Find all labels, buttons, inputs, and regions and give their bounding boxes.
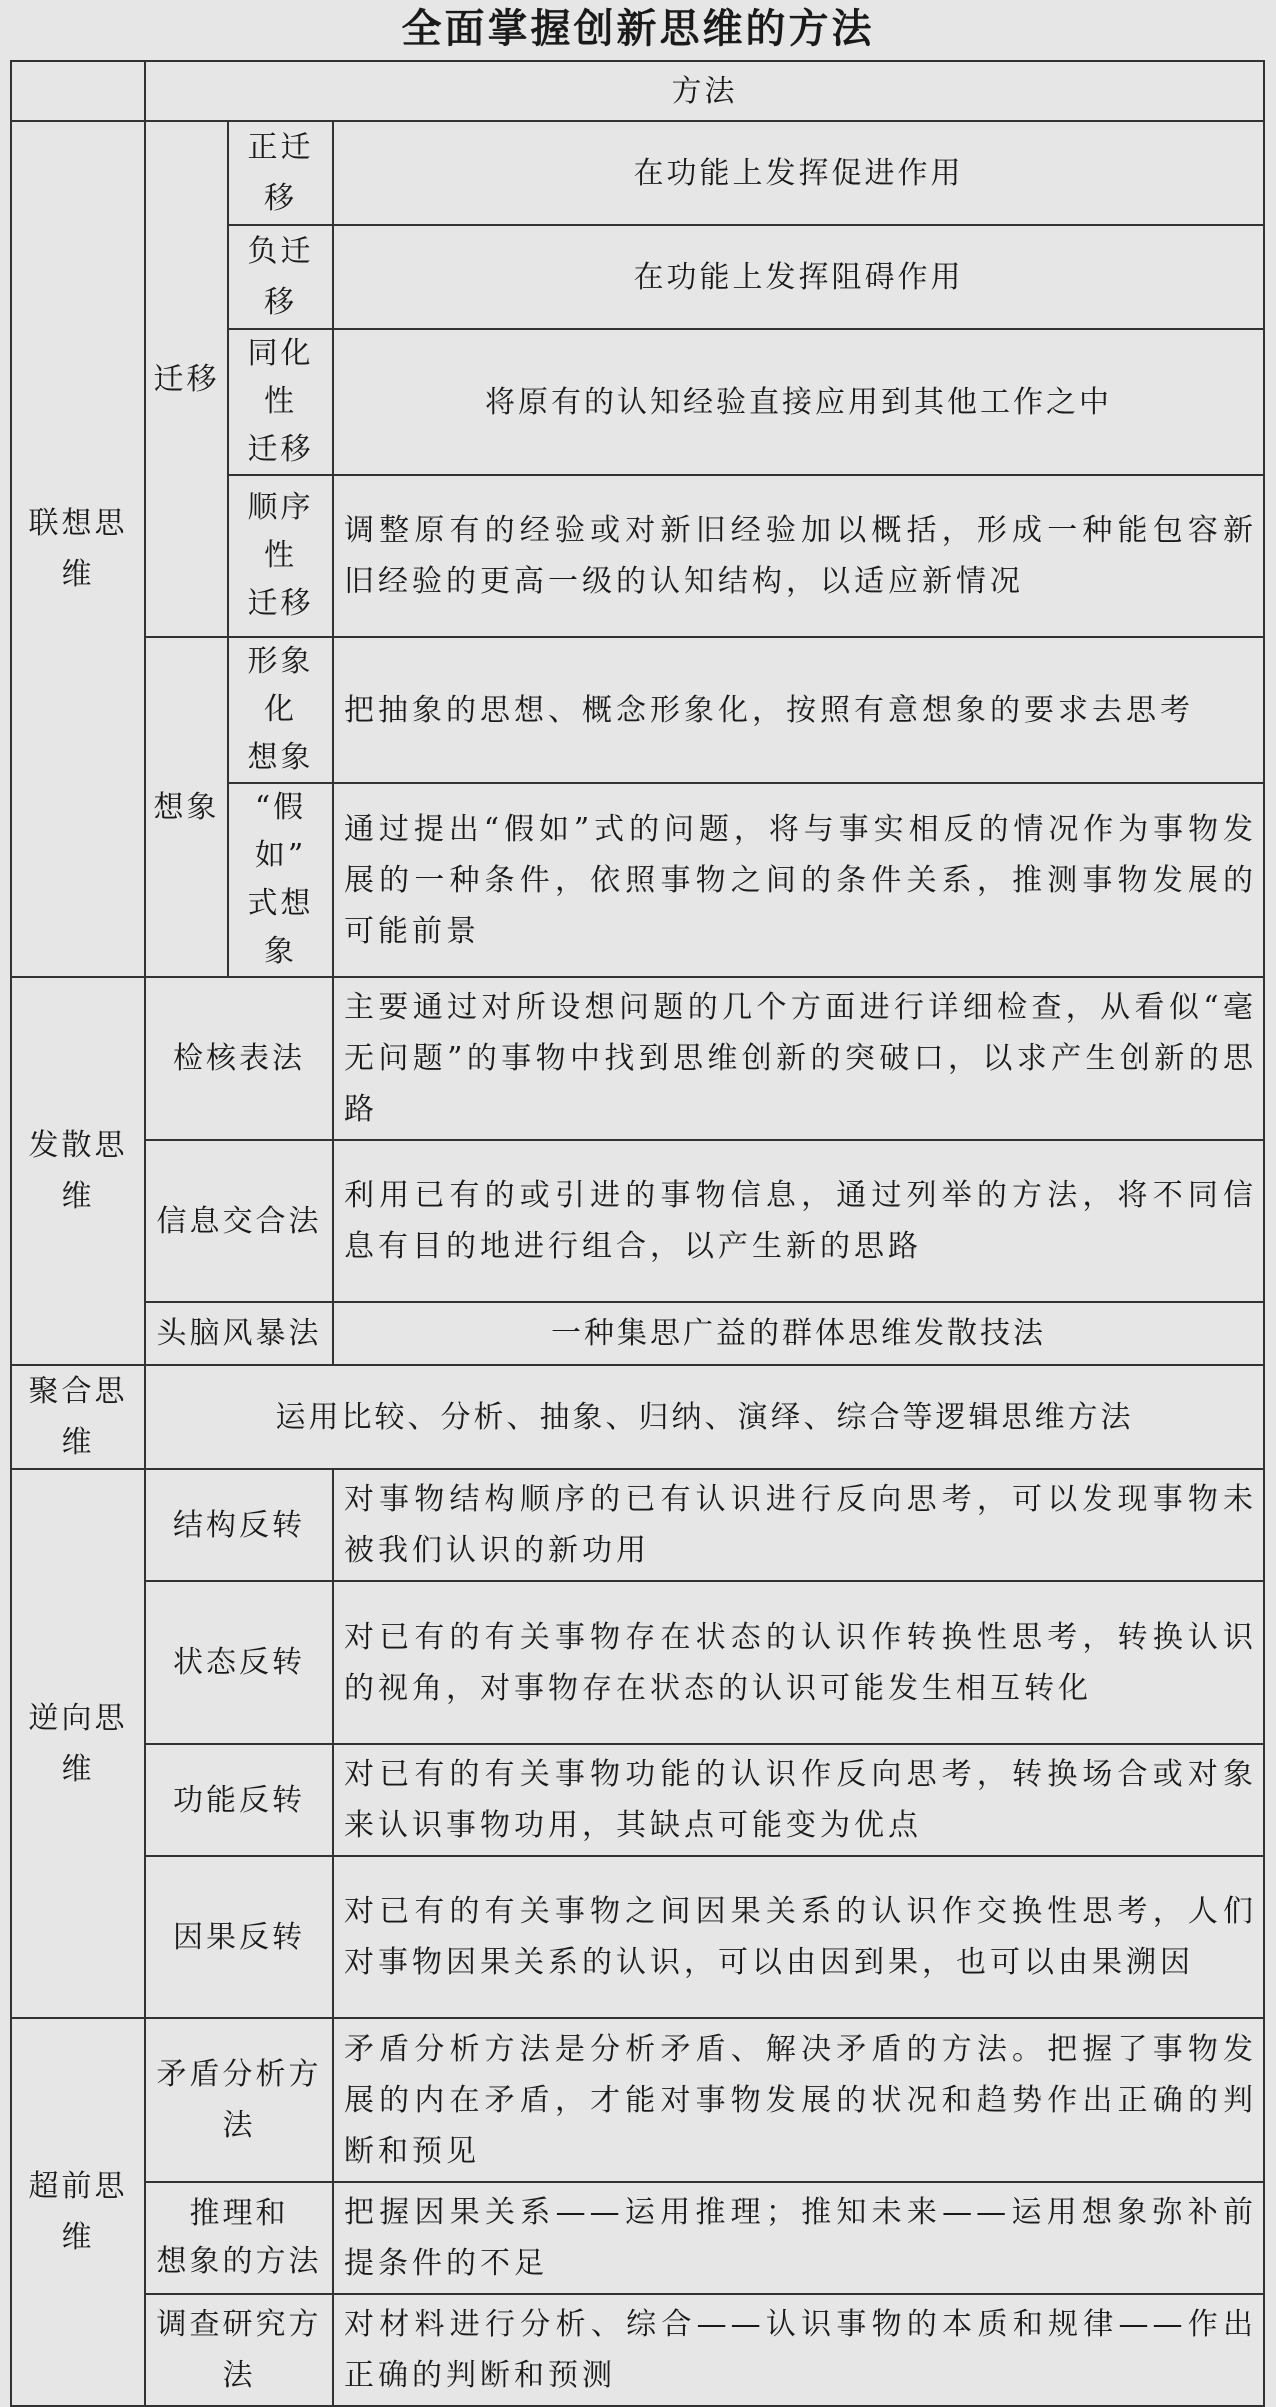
subcategory-qianyi: 迁移 bbox=[145, 121, 228, 637]
page-title: 全面掌握创新思维的方法 bbox=[401, 6, 875, 52]
method-desc-gongneng: 对已有的有关事物功能的认识作反向思考，转换场合或对象来认识事物功用，其缺点可能变为优点 bbox=[333, 1744, 1264, 1856]
table-row bbox=[11, 2294, 1264, 2406]
method-desc-maodun: 矛盾分析方法是分析矛盾、解决矛盾的方法。把握了事物发展的内在矛盾，才能对事物发展的状况和趋势作出正确的判断和预见 bbox=[333, 2018, 1264, 2182]
method-label-tonghua bbox=[228, 329, 333, 475]
header-method-cell: 方法 bbox=[145, 61, 1264, 121]
method-desc-zheng: 在功能上发挥促进作用 bbox=[333, 121, 1264, 225]
method-label-diaocha: 调查研究方法 bbox=[145, 2294, 333, 2406]
table-row bbox=[11, 121, 1264, 225]
method-desc-fu: 在功能上发挥阻碍作用 bbox=[333, 225, 1264, 329]
method-label-tuili-line2: 想象的方法 bbox=[156, 2244, 322, 2279]
method-desc-yinguo: 对已有的有关事物之间因果关系的认识作交换性思考，人们对事物因果关系的认识，可以由因到果，也可以由果溯因 bbox=[333, 1856, 1264, 2018]
method-label-jiaru-line2: 式想象 bbox=[247, 886, 314, 969]
method-desc-diaocha: 对材料进行分析、综合——认识事物的本质和规律——作出正确的判断和预测 bbox=[333, 2294, 1264, 2406]
header-blank-cell bbox=[11, 61, 145, 121]
table-row bbox=[11, 637, 1264, 783]
method-label-jiaru bbox=[228, 783, 333, 977]
category-juhe: 聚合思维 bbox=[11, 1365, 145, 1469]
method-desc-shunxu: 调整原有的经验或对新旧经验加以概括，形成一种能包容新旧经验的更高一级的认知结构，以适应新情况 bbox=[333, 475, 1264, 637]
method-label-shunxu-line2: 迁移 bbox=[247, 586, 314, 621]
table-row bbox=[11, 1302, 1264, 1365]
table-row bbox=[11, 1140, 1264, 1302]
method-label-tonghua-line2: 迁移 bbox=[247, 432, 314, 467]
table-row bbox=[11, 1856, 1264, 2018]
method-label-zhuangtai: 状态反转 bbox=[145, 1581, 333, 1744]
method-label-shunxu bbox=[228, 475, 333, 637]
method-label-fu: 负迁移 bbox=[228, 225, 333, 329]
method-desc-jiegou: 对事物结构顺序的已有认识进行反向思考，可以发现事物未被我们认识的新功用 bbox=[333, 1469, 1264, 1581]
method-label-tonghua-line1: 同化性 bbox=[247, 336, 314, 419]
method-desc-tounao: 一种集思广益的群体思维发散技法 bbox=[333, 1302, 1264, 1365]
category-fasan: 发散思维 bbox=[11, 977, 145, 1365]
table-header-row bbox=[11, 61, 1264, 121]
method-label-shunxu-line1: 顺序性 bbox=[247, 490, 314, 573]
method-desc-tonghua: 将原有的认知经验直接应用到其他工作之中 bbox=[333, 329, 1264, 475]
table-row bbox=[11, 2182, 1264, 2294]
method-desc-zhuangtai: 对已有的有关事物存在状态的认识作转换性思考，转换认识的视角，对事物存在状态的认识可能发生相互转化 bbox=[333, 1581, 1264, 1744]
method-label-yinguo: 因果反转 bbox=[145, 1856, 333, 2018]
table-row bbox=[11, 1581, 1264, 1744]
subcategory-xiangxiang: 想象 bbox=[145, 637, 228, 977]
method-label-xingxiang bbox=[228, 637, 333, 783]
methods-table bbox=[10, 60, 1265, 2407]
table-row bbox=[11, 2018, 1264, 2182]
method-label-xingxiang-line2: 想象 bbox=[247, 740, 314, 775]
method-label-tounao: 头脑风暴法 bbox=[145, 1302, 333, 1365]
method-desc-xingxiang: 把抽象的思想、概念形象化，按照有意想象的要求去思考 bbox=[333, 637, 1264, 783]
method-label-jiegou: 结构反转 bbox=[145, 1469, 333, 1581]
category-chaoqian: 超前思维 bbox=[11, 2018, 145, 2406]
category-lianxiang: 联想思维 bbox=[11, 121, 145, 977]
method-desc-juhe: 运用比较、分析、抽象、归纳、演绎、综合等逻辑思维方法 bbox=[145, 1365, 1264, 1469]
table-row bbox=[11, 1365, 1264, 1469]
table-row bbox=[11, 977, 1264, 1140]
method-label-maodun: 矛盾分析方法 bbox=[145, 2018, 333, 2182]
method-desc-jianhe: 主要通过对所设想问题的几个方面进行详细检查，从看似“毫无问题”的事物中找到思维创新的突破口，以求产生创新的思路 bbox=[333, 977, 1264, 1140]
method-label-xingxiang-line1: 形象化 bbox=[247, 644, 314, 727]
method-label-gongneng: 功能反转 bbox=[145, 1744, 333, 1856]
method-label-jiaru-line1: “假如” bbox=[254, 790, 307, 873]
table-row bbox=[11, 1744, 1264, 1856]
table-row bbox=[11, 1469, 1264, 1581]
method-desc-tuili: 把握因果关系——运用推理；推知未来——运用想象弥补前提条件的不足 bbox=[333, 2182, 1264, 2294]
method-label-tuili bbox=[145, 2182, 333, 2294]
method-label-tuili-line1: 推理和 bbox=[189, 2196, 289, 2231]
method-label-jianhe: 检核表法 bbox=[145, 977, 333, 1140]
method-label-zheng: 正迁移 bbox=[228, 121, 333, 225]
method-label-xinxi: 信息交合法 bbox=[145, 1140, 333, 1302]
method-desc-xinxi: 利用已有的或引进的事物信息，通过列举的方法，将不同信息有目的地进行组合，以产生新的思路 bbox=[333, 1140, 1264, 1302]
category-nixiang: 逆向思维 bbox=[11, 1469, 145, 2018]
method-desc-jiaru: 通过提出“假如”式的问题，将与事实相反的情况作为事物发展的一种条件，依照事物之间的条件关系，推测事物发展的可能前景 bbox=[333, 783, 1264, 977]
